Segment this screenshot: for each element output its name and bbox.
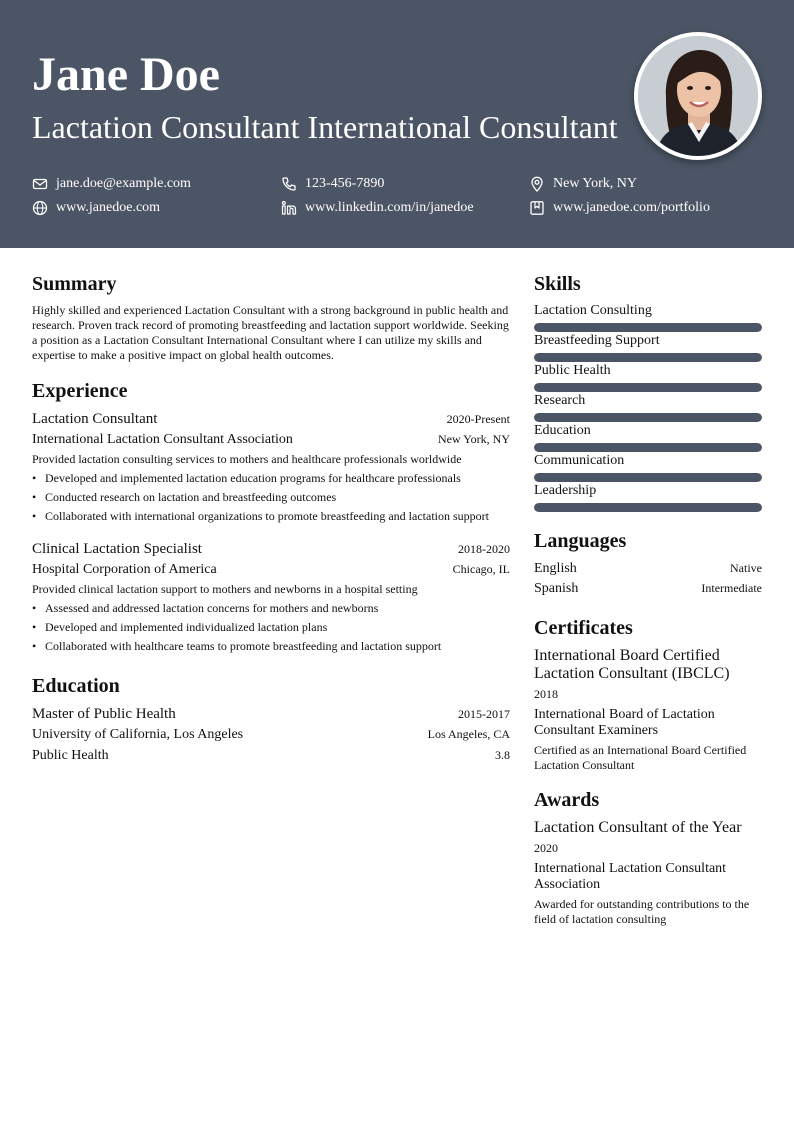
certificate-issuer: International Board of Lactation Consultant Examiners: [534, 707, 715, 738]
job-description: Provided lactation consulting services to mothers and healthcare professionals worldwide: [32, 452, 462, 466]
resume-header: [0, 0, 794, 248]
certificate-name: International Board Certified Lactation Consultant (IBCLC): [534, 647, 730, 682]
award-year: 2020: [534, 841, 558, 855]
job-bullet: • Conducted research on lactation and breastfeeding outcomes: [32, 488, 510, 507]
skill-item: [534, 452, 762, 482]
language-level: Native: [730, 561, 762, 575]
school-location: Los Angeles, CA: [427, 727, 510, 741]
skill-level-fill: [534, 413, 762, 422]
phone-icon: [281, 176, 297, 192]
award-issuer: International Lactation Consultant Association: [534, 861, 727, 892]
language-level: Intermediate: [701, 581, 762, 595]
contact-phone[interactable]: [281, 175, 384, 193]
job-bullet: • Developed and implemented individualized lactation plans: [32, 618, 510, 637]
skill-level-bar: [534, 413, 762, 422]
awards-heading: Awards: [534, 789, 600, 811]
skill-item: [534, 482, 762, 512]
skill-level-bar: [534, 443, 762, 452]
certificate-description: Certified as an International Board Certified Lactation Consultant: [534, 743, 747, 772]
skill-level-bar: [534, 383, 762, 392]
candidate-name: Jane Doe: [32, 48, 220, 101]
portfolio-icon: [529, 200, 545, 216]
job-entry: [32, 409, 510, 526]
linkedin-text: www.linkedin.com/in/janedoe: [305, 200, 474, 215]
skill-item: [534, 422, 762, 452]
email-text: jane.doe@example.com: [56, 176, 191, 191]
award-description: Awarded for outstanding contributions to the field of lactation consulting: [534, 897, 750, 926]
job-bullet: • Collaborated with international organizations to promote breastfeeding and lactation support: [32, 507, 510, 526]
skill-level-fill: [534, 473, 762, 482]
job-location: New York, NY: [437, 432, 510, 446]
location-text: New York, NY: [553, 176, 638, 191]
job-bullet: • Collaborated with healthcare teams to promote breastfeeding and lactation support: [32, 637, 510, 656]
skill-name: Research: [534, 393, 586, 408]
languages-heading: Languages: [534, 530, 627, 552]
portfolio-text: www.janedoe.com/portfolio: [553, 200, 710, 215]
education-entry: [32, 704, 510, 766]
language-name: Spanish: [534, 581, 579, 596]
job-company: Hospital Corporation of America: [32, 562, 217, 577]
contact-email[interactable]: [32, 175, 191, 193]
job-bullet: • Assessed and addressed lactation concerns for mothers and newborns: [32, 599, 510, 618]
skills-heading: Skills: [534, 273, 581, 295]
certificates-heading: Certificates: [534, 617, 633, 639]
job-location: Chicago, IL: [452, 562, 510, 576]
skill-item: [534, 302, 762, 332]
profile-photo: [634, 32, 762, 160]
job-title: Clinical Lactation Specialist: [32, 541, 202, 557]
skill-level-bar: [534, 353, 762, 362]
person-photo-icon: [638, 36, 758, 156]
award-name: Lactation Consultant of the Year: [534, 819, 742, 836]
job-dates: 2020-Present: [446, 412, 510, 426]
job-bullet: • Developed and implemented lactation education programs for healthcare professionals: [32, 469, 510, 488]
skill-name: Lactation Consulting: [534, 303, 652, 318]
contact-website[interactable]: [32, 199, 160, 217]
job-description: Provided clinical lactation support to mothers and newborns in a hospital setting: [32, 582, 418, 596]
mail-icon: [32, 176, 48, 192]
contact-location: [529, 175, 637, 193]
skill-item: [534, 332, 762, 362]
language-item: [534, 578, 762, 599]
skill-level-fill: [534, 323, 762, 332]
contact-linkedin[interactable]: [281, 199, 474, 217]
skill-level-fill: [534, 353, 762, 362]
skill-level-bar: [534, 503, 762, 512]
skill-level-bar: [534, 323, 762, 332]
job-title: Lactation Consultant International Consultant: [32, 109, 618, 145]
globe-icon: [32, 200, 48, 216]
job-bullets: [32, 469, 510, 526]
job-bullets: [32, 599, 510, 656]
skill-level-fill: [534, 383, 762, 392]
skill-level-fill: [534, 443, 762, 452]
job-company: International Lactation Consultant Association: [32, 432, 293, 447]
skill-item: [534, 362, 762, 392]
job-title: Lactation Consultant: [32, 411, 158, 427]
school: University of California, Los Angeles: [32, 727, 244, 742]
certificate-entry: [534, 647, 762, 773]
contact-portfolio[interactable]: [529, 199, 710, 217]
field-of-study: Public Health: [32, 748, 109, 763]
experience-heading: Experience: [32, 380, 128, 402]
phone-text: 123-456-7890: [305, 176, 385, 191]
skill-level-fill: [534, 503, 762, 512]
skill-name: Leadership: [534, 483, 597, 498]
skill-name: Breastfeeding Support: [534, 333, 660, 348]
education-dates: 2015-2017: [458, 707, 510, 721]
map-pin-icon: [529, 176, 545, 192]
language-item: [534, 558, 762, 579]
skill-name: Education: [534, 423, 591, 438]
skill-name: Communication: [534, 453, 625, 468]
job-entry: [32, 539, 510, 656]
award-entry: [534, 819, 762, 927]
skill-item: [534, 392, 762, 422]
degree: Master of Public Health: [32, 706, 176, 722]
education-heading: Education: [32, 675, 120, 697]
gpa: 3.8: [495, 748, 510, 762]
summary-heading: Summary: [32, 273, 117, 295]
certificate-year: 2018: [534, 687, 558, 701]
job-dates: 2018-2020: [458, 542, 510, 556]
skill-name: Public Health: [534, 363, 611, 378]
skill-level-bar: [534, 473, 762, 482]
summary-text: Highly skilled and experienced Lactation Consultant with a strong background in public health and research. Proven track record of promoting breastfeeding and lactation support worldwide. Seeking a position as a Lactation Consultant International Consultant where I can utilize my skills and expertise to make a positive impact on global health outcomes.: [32, 303, 509, 362]
linkedin-icon: [281, 200, 297, 216]
website-text: www.janedoe.com: [56, 200, 161, 215]
language-name: English: [534, 561, 577, 576]
